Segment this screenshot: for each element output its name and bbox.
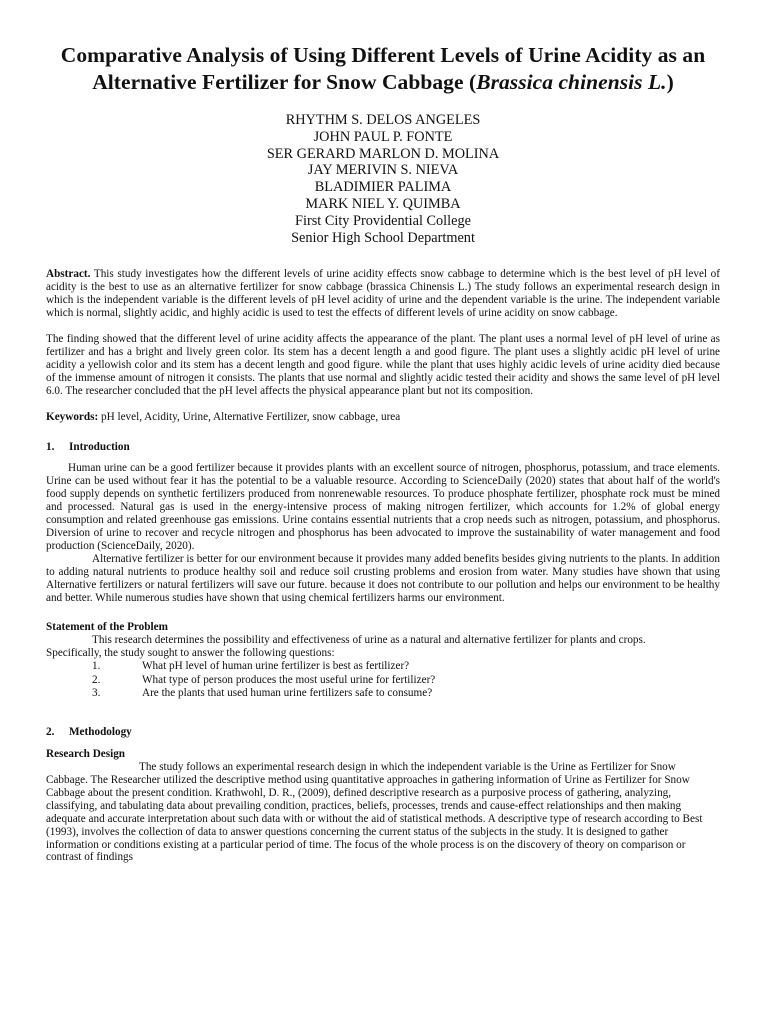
department: Senior High School Department xyxy=(291,229,475,246)
keywords-paragraph xyxy=(46,411,720,424)
author-name: MARK NIEL Y. QUIMBA xyxy=(305,195,461,212)
introduction-paragraph-1: Human urine can be a good fertilizer because it provides plants with an excellent source of nitrogen, phosphorus, potassium, and trace elements. Urine can be used without fear it has the potential to be a valuable resource. According to ScienceDaily (2020) states that about half of the world's food supply depends on synthetic fertilizers produced from nonrenewable resources. To produce phosphate fertilizer, phosphate rock must be mined and processed. Natural gas is used in the energy-intensive process of making nitrogen fertilizer, which accounts for 1.2% of global energy consumption and related greenhouse gas emissions. Urine contains essential nutrients that a crop needs such as nitrogen, potassium, and phosphorus. Diversion of urine to recover and recycle nitrogen and phosphorus has been advocated to improve the sustainability of water management and food production (ScienceDaily, 2020). xyxy=(46,462,720,552)
abstract-label: Abstract. xyxy=(46,268,91,281)
institution: First City Providential College xyxy=(295,212,471,229)
section-title: Introduction xyxy=(69,441,130,454)
research-design-text: The study follows an experimental research design in which the independent variable is the Urine as Fertilizer for Snow Cabbage. The Researcher utilized the descriptive method using quantitative approaches in gathering information of Urine as Fertilizer for Snow Cabbage about the present condition. Krathwohl, D. R., (2009), defined descriptive research as a purposive process of gathering, analyzing, classifying, and tabulating data about prevailing condition, practices, beliefs, processes, trends and cause-effect relationships and then making adequate and accurate interpretation about such data with or without the aid of statistical methods. A descriptive type of research according to Best (1993), involves the collection of data to answer questions concerning the current status of the subjects in the study. It is designed to gather information or conditions existing at a particular period of time. The focus of the whole process is on the discovery of theory on comparison or contrast of findings xyxy=(46,761,703,864)
title-line-1: Comparative Analysis of Using Different Levels of Urine Acidity as an xyxy=(60,43,706,67)
abstract-text: This study investigates how the different levels of urine acidity effects snow cabbage to determine which is the best level of pH level of acidity is the best to use as an alternative fertilizer for snow cabbage (brassica Chinensis L.) The study follows an experimental research design in which is the independent variable is the different levels of pH level acidity of urine and the dependent variable is the urine. The independent variable which is normal, slightly acidic, and highly acidic is used to test the effects of different levels of urine acidity on snow cabbage. xyxy=(46,268,720,320)
research-questions-list xyxy=(46,660,720,700)
section-number: 2. xyxy=(46,726,55,739)
keywords-label: Keywords: xyxy=(46,410,99,423)
problem-intro-line: Specifically, the study sought to answer the following questions: xyxy=(46,647,335,660)
author-name: BLADIMIER PALIMA xyxy=(314,179,452,196)
section-number: 1. xyxy=(46,441,55,454)
title-line-2-prefix: Alternative Fertilizer for Snow Cabbage ( xyxy=(92,70,477,94)
section-heading-methodology xyxy=(46,726,720,739)
author-name: RHYTHM S. DELOS ANGELES xyxy=(285,112,481,128)
title-species-italic: Brassica chinensis L. xyxy=(476,70,667,94)
question-number: 3. xyxy=(92,686,101,699)
section-title: Methodology xyxy=(69,726,132,739)
paper-page xyxy=(46,0,720,864)
abstract-paragraph xyxy=(46,268,720,320)
problem-statement-line: This research determines the possibility and effectiveness of urine as a natural and alternative fertilizer for plants and crops. xyxy=(92,634,646,647)
section-heading-introduction xyxy=(46,441,720,454)
abstract-finding-paragraph: The finding showed that the different level of urine acidity affects the appearance of the plant. The plant uses a normal level of pH level of urine as fertilizer and has a bright and lively green color. Its stem has a decent length a and good figure. The plant uses a slightly acidic pH level of urine acidity a yellowish color and its stem has a decent length and good figure. while the plant that uses highly acidic levels of urine acidity died because of the immense amount of nitrogen it consists. The plants that use normal and slightly acidic tested their acidity and shows the same level of pH level 6.0. The researcher concluded that the pH level affects the physical appearance plant but not its composition. xyxy=(46,333,720,397)
list-item xyxy=(46,687,720,700)
research-design-heading: Research Design xyxy=(46,748,126,761)
author-name: SER GERARD MARLON D. MOLINA xyxy=(266,145,500,162)
author-block xyxy=(46,112,720,246)
question-text: What type of person produces the most useful urine for fertilizer? xyxy=(142,673,436,686)
question-text: What pH level of human urine fertilizer is best as fertilizer? xyxy=(142,660,410,673)
research-design-paragraph xyxy=(46,761,720,864)
title-line-2-suffix: ) xyxy=(666,70,674,94)
keywords-text: pH level, Acidity, Urine, Alternative Fertilizer, snow cabbage, urea xyxy=(101,410,401,423)
paper-title xyxy=(46,42,720,96)
question-number: 1. xyxy=(92,660,101,673)
question-number: 2. xyxy=(92,673,101,686)
author-name: JAY MERIVIN S. NIEVA xyxy=(307,162,459,179)
list-item xyxy=(46,660,720,673)
question-text: Are the plants that used human urine fertilizers safe to consume? xyxy=(142,686,433,699)
introduction-paragraph-2: Alternative fertilizer is better for our environment because it provides many added benefits besides giving nutrients to the plants. In addition to adding natural nutrients to produce healthy soil and reduce soil crusting problems and erosion from water. Many studies have shown that using Alternative fertilizers or natural fertilizers will save our future. because it does not contribute to our pollution and helps our environment to be healthy and better. While numerous studies have shown that using chemical fertilizers harms our environment. xyxy=(46,552,720,604)
statement-of-problem-heading: Statement of the Problem xyxy=(46,621,168,634)
author-name: JOHN PAUL P. FONTE xyxy=(313,128,453,145)
list-item xyxy=(46,674,720,687)
